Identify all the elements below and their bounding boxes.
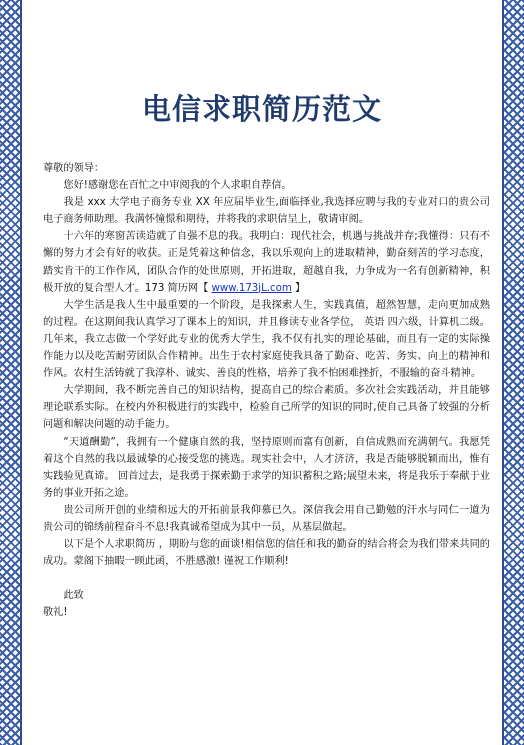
paragraph-introduction: 我是 xxx 大学电子商务专业 XX 年应届毕业生,面临择业,我选择应聘与我的专业对口的贵公司电子商务师助理。我满怀憧憬和期待，并将我的求职信呈上，敬请审阅。 bbox=[43, 197, 490, 226]
paragraph-skills: 大学期间，我不断完善自己的知识结构，提高自己的综合素质。多次社会实践活动，并且能够理论联系实际。在校内外积极进行的实践中，检验自己所学的知识的同时,使自己具备了较强的分析问题和解决问题的动手能力。 bbox=[43, 385, 490, 431]
website-link[interactable]: www.173jL.com bbox=[211, 282, 292, 294]
paragraph-company: 贵公司所开创的业绩和远大的开拓前景我仰慕已久。深信我会用自己勤勉的汗水与同仁一道为贵公司的锦绣前程奋斗不息!我真诚希望成为其中一员，从基层做起。 bbox=[43, 504, 490, 533]
paragraph-character: “天道酬勤”，我拥有一个健康自然的我，坚持原则而富有创新，自信成熟而充满朝气。我愿凭着这个自然的我以最诚挚的心接受您的挑选。现实社会中，人才济济，我是否能够脱颖而出，惟有实践验见真谛。 回首过去，是我勇于探索勤于求学的知识蓄积之路;展望未来，将是我乐于奉献于业务的事业开拓之途。 bbox=[43, 436, 490, 499]
closing-line-2: 敬礼! bbox=[43, 607, 68, 619]
paragraph-motivation bbox=[43, 228, 490, 296]
salutation: 尊敬的领导： bbox=[43, 163, 105, 174]
paragraph-university-life: 大学生活是我人生中最重要的一个阶段，是我探索人生，实践真值，超然智慧，走向更加成熟的过程。在这期间我认真学习了课本上的知识，并且修读专业各学位， 英语 四六级，计算机二级。几年来，我立志做一个学好此专业的优秀大学生，我不仅有扎实的理论基础，而且有一定的实际操作能力以及吃苦耐劳团队合作精神。出生于农村家庭使我具备了勤奋、吃苦、务实、向上的精神和作风。农村生活铸就了我淳朴、诚实、善良的性格，培养了我不怕困难挫折，不服输的奋斗精神。 bbox=[43, 299, 490, 380]
document-title: 电信求职简历范文 bbox=[141, 92, 382, 127]
closing-line-1: 此致 bbox=[63, 590, 84, 602]
letter-body bbox=[43, 160, 490, 621]
paragraph-motivation-text: 十六年的寒窗苦读造就了自强不息的我。我明白：现代社会，机遇与挑战并存;我懂得：只有不懈的努力才会有好的收获。正是凭着这种信念，我以乐观向上的进取精神，勤奋刻苦的学习态度，踏实肯干的工作作风，团队合作的处世原则，开拓进取，超越自我，力争成为一名有创新精神，积极开放的复合型人才。173 简历网【 bbox=[43, 231, 490, 294]
paragraph-greeting: 您好!感谢您在百忙之中审阅我的个人求职自荐信。 bbox=[63, 180, 292, 192]
paragraph-motivation-end: 】 bbox=[291, 282, 306, 294]
paragraph-conclusion: 以下是个人求职简历 ，期盼与您的面谈!相信您的信任和我的勤奋的结合将会为我们带来共同的成功。蒙阁下抽暇一顾此函，不胜感激! 谨祝工作顺利! bbox=[43, 539, 490, 568]
